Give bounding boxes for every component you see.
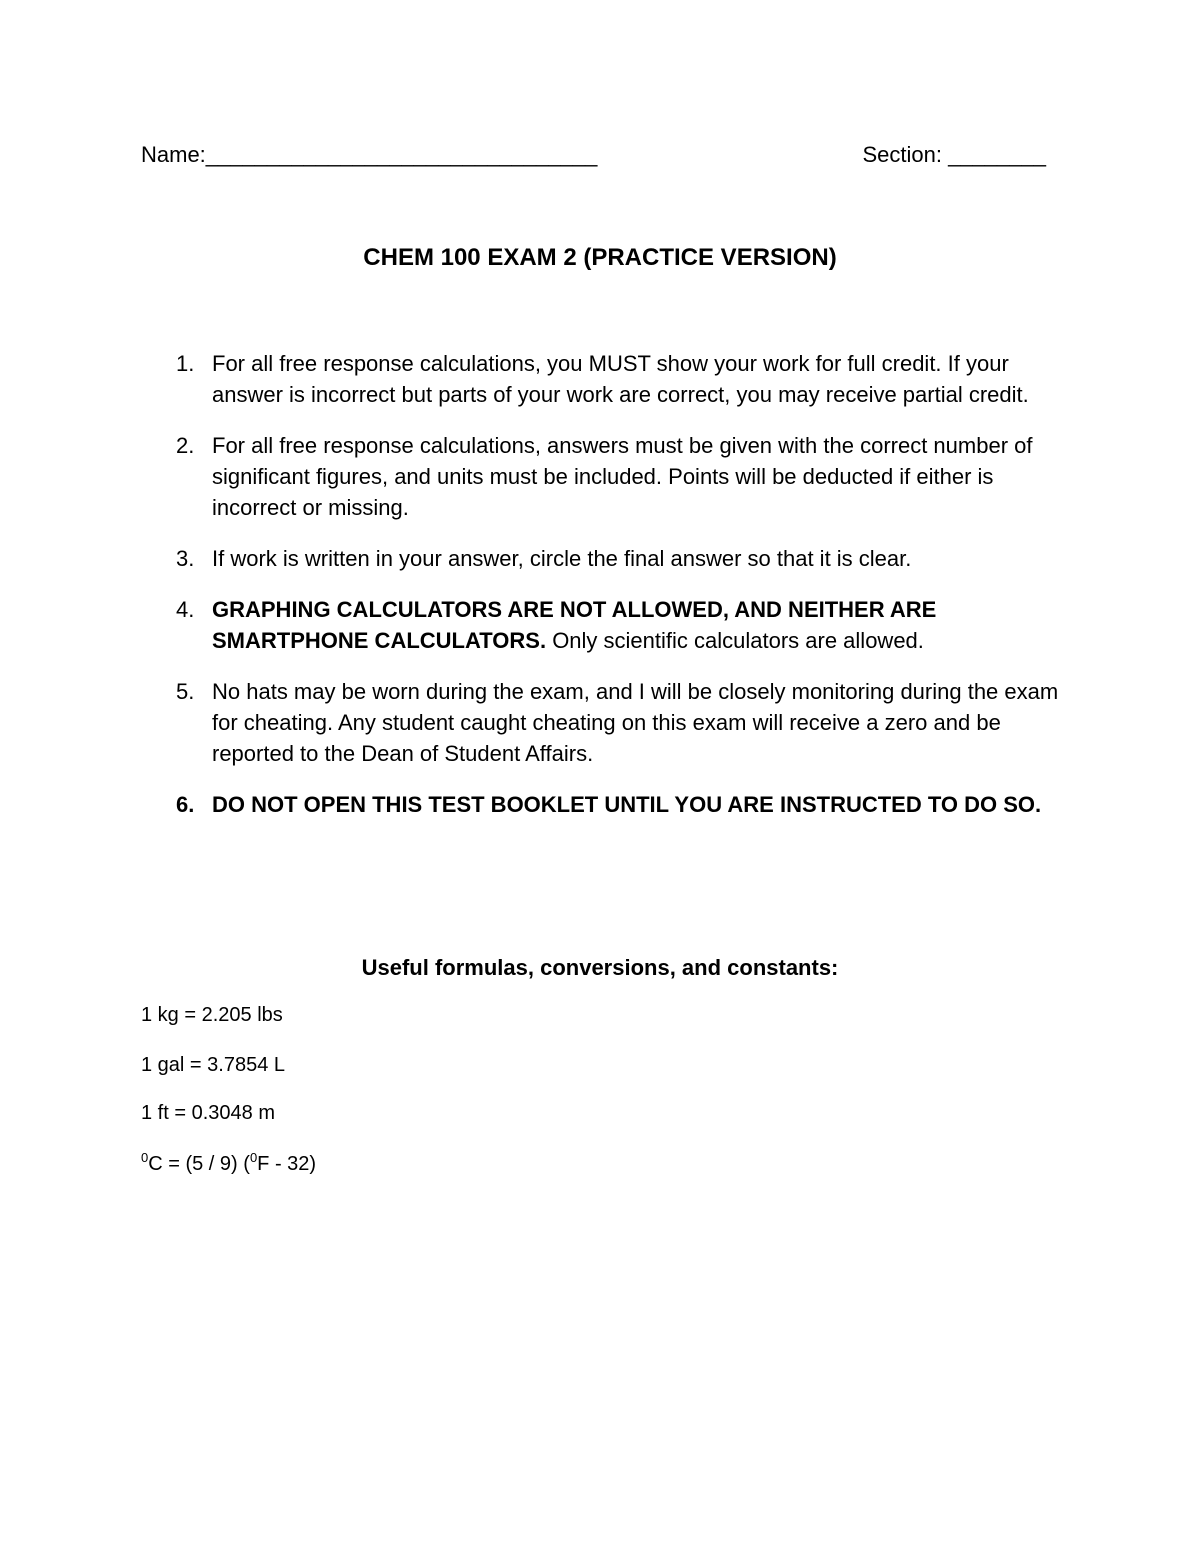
instruction-text: Only scientific calculators are allowed. [546, 628, 924, 653]
degree-superscript: 0 [141, 1150, 149, 1165]
instructions-list [170, 348, 1065, 840]
instruction-bold-text: GRAPHING CALCULATORS ARE NOT ALLOWED, AND NEITHER ARE SMARTPHONE CALCULATORS. [212, 597, 937, 653]
header-row [141, 142, 1046, 174]
instruction-number: 1. [176, 351, 195, 376]
name-field: Name:________________________________ [141, 142, 598, 167]
exam-title: CHEM 100 EXAM 2 (PRACTICE VERSION) [363, 244, 837, 271]
formulas-heading: Useful formulas, conversions, and constants: [361, 955, 839, 980]
instruction-item [170, 430, 1065, 523]
instruction-bold-text: DO NOT OPEN THIS TEST BOOKLET UNTIL YOU ARE INSTRUCTED TO DO SO. [212, 792, 1042, 817]
instruction-text: For all free response calculations, you MUST show your work for full credit. If your answer is incorrect but parts of your work are correct, you may receive partial credit. [212, 351, 1029, 407]
instruction-item [170, 543, 1065, 574]
instruction-number: 6. [176, 792, 195, 817]
instruction-number: 4. [176, 597, 195, 622]
degree-superscript: 0 [249, 1150, 258, 1165]
instruction-item [170, 676, 1065, 769]
instruction-number: 2. [176, 433, 195, 458]
instruction-item [170, 789, 1065, 820]
formula-temperature [141, 1150, 316, 1176]
instruction-text: If work is written in your answer, circle the final answer so that it is clear. [212, 546, 912, 571]
temperature-formula-part: F - 32) [257, 1153, 317, 1175]
formula-gal-liters: 1 gal = 3.7854 L [141, 1054, 286, 1076]
instruction-number: 3. [176, 546, 195, 571]
instruction-text: For all free response calculations, answers must be given with the correct number of significant figures, and units must be included. Points will be deducted if either is incorrect or missing. [212, 433, 1033, 520]
formula-ft-meters: 1 ft = 0.3048 m [141, 1102, 275, 1124]
instruction-text: No hats may be worn during the exam, and I will be closely monitoring during the exam for cheating. Any student caught cheating on this exam will receive a zero and be reported to the Dean of Student Affairs. [212, 679, 1059, 766]
temperature-formula-part: C = (5 / 9) ( [148, 1153, 250, 1175]
instruction-number: 5. [176, 679, 195, 704]
formula-kg-lbs: 1 kg = 2.205 lbs [141, 1004, 283, 1026]
section-field: Section: ________ [862, 142, 1046, 167]
instruction-item [170, 348, 1065, 410]
instruction-item [170, 594, 1065, 656]
